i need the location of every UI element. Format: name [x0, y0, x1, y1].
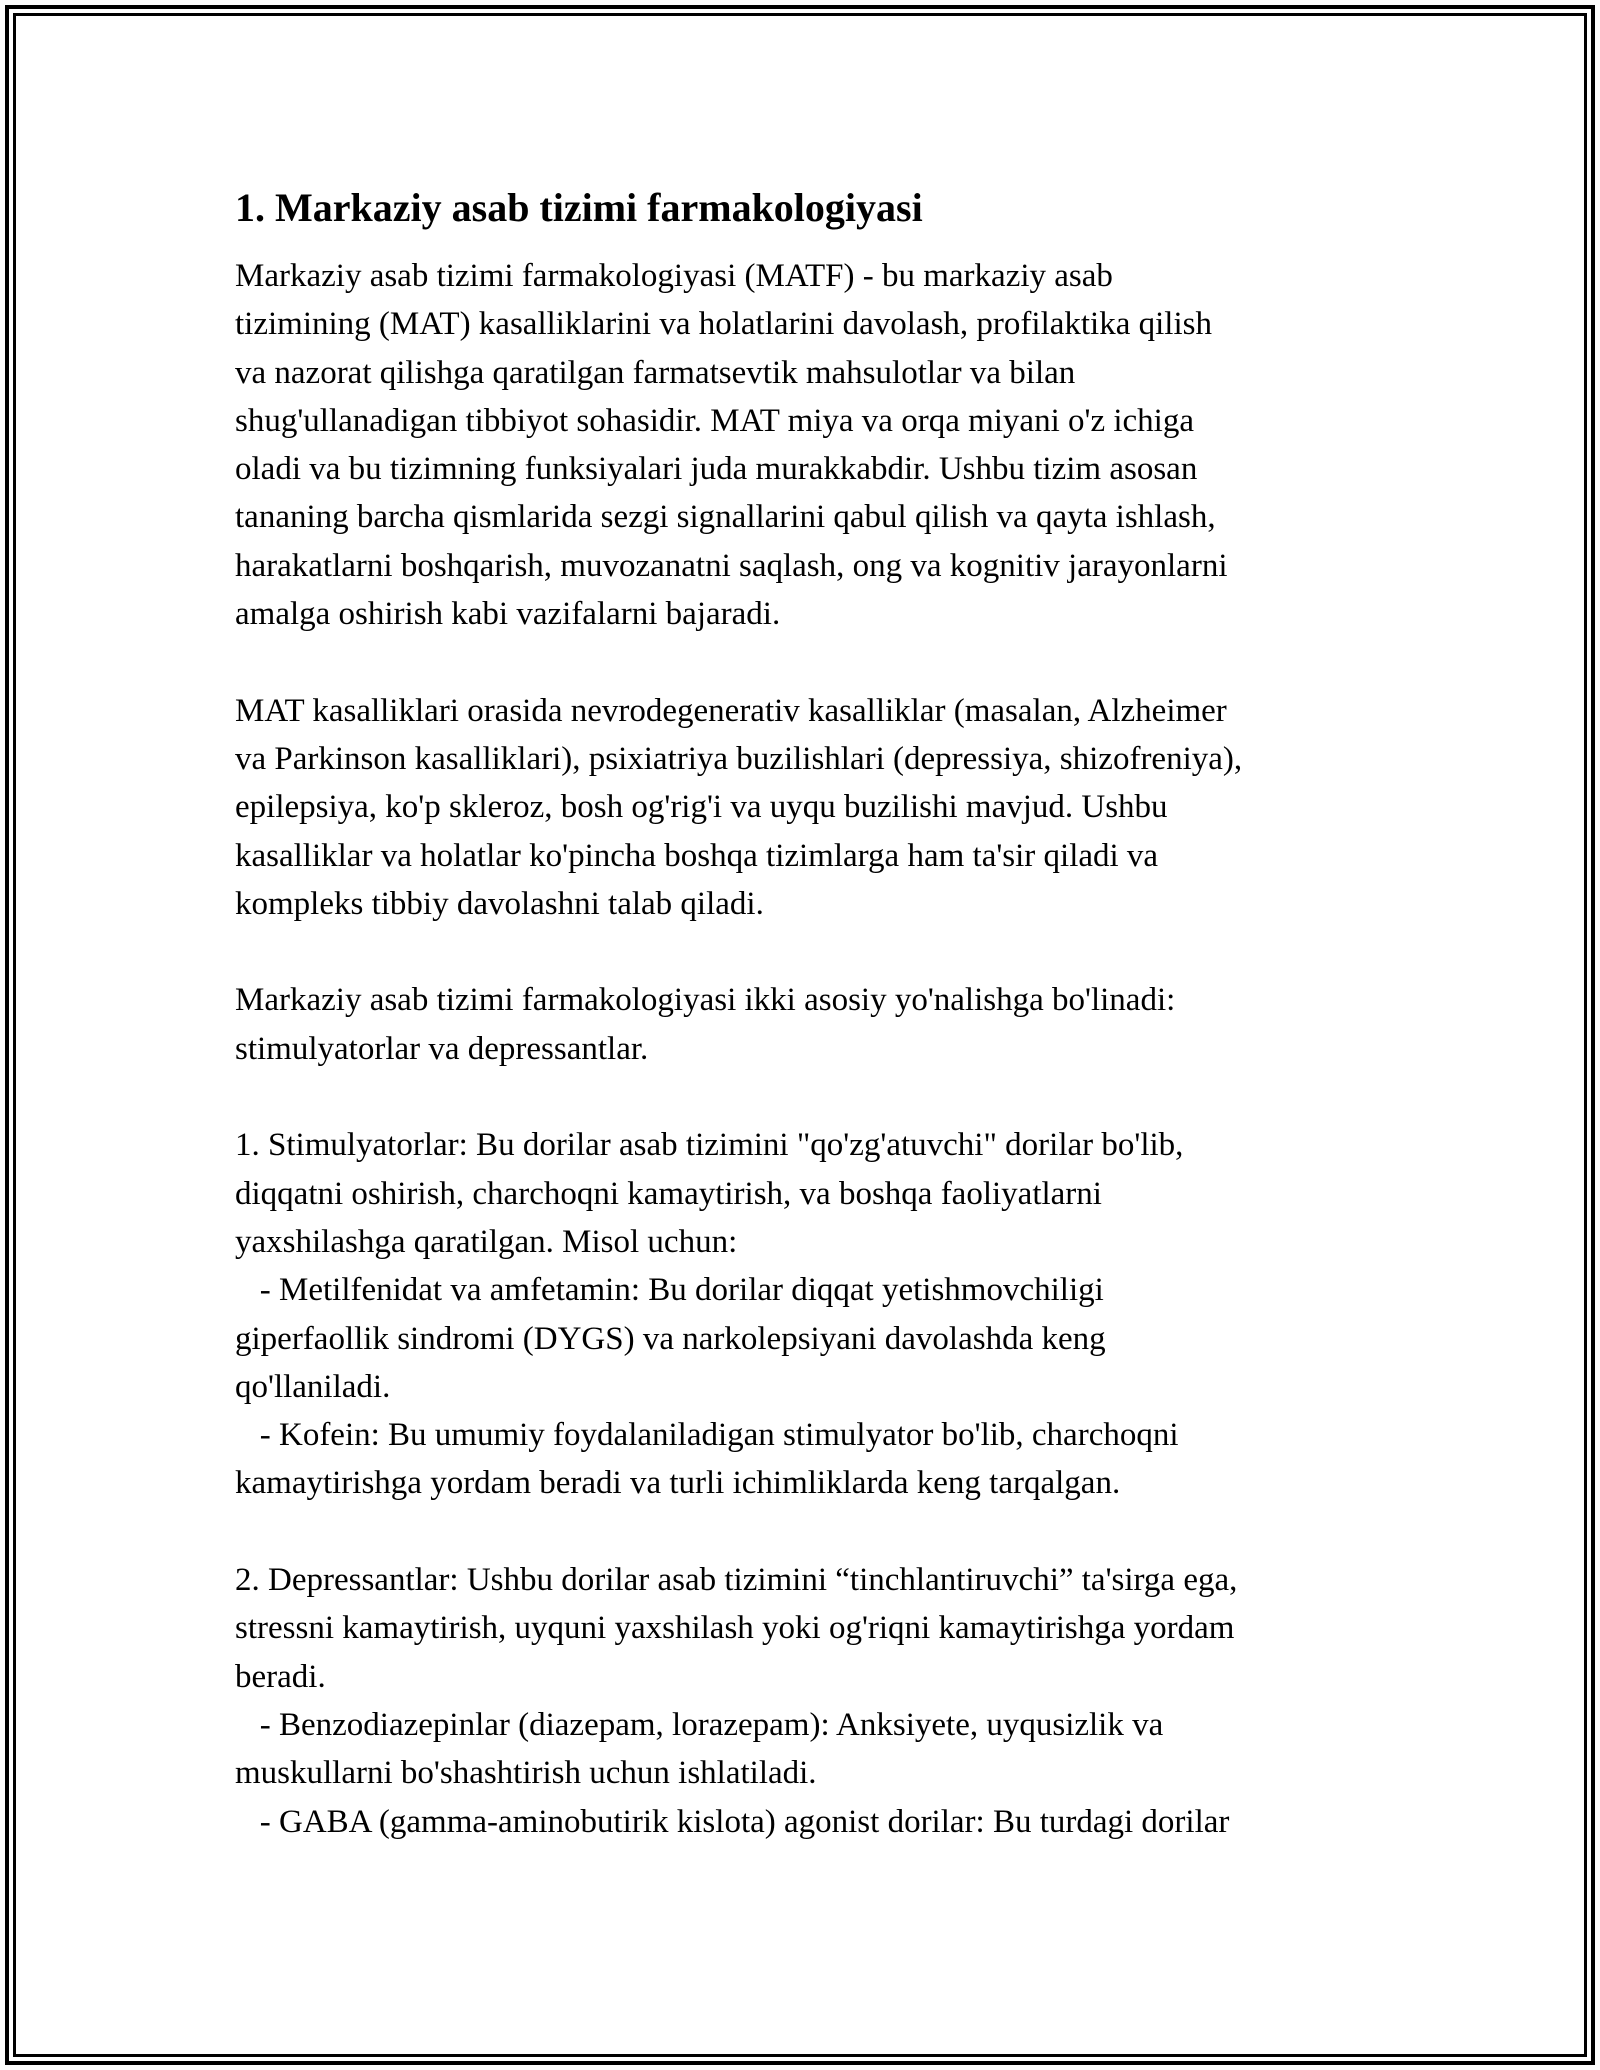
paragraph [235, 1121, 1365, 1507]
text-line: harakatlarni boshqarish, muvozanatni saqlash, ong va kognitiv jarayonlarni [235, 547, 1228, 584]
text-line: kompleks tibbiy davolashni talab qiladi. [235, 885, 764, 922]
text-line: kasalliklar va holatlar ko'pincha boshqa tizimlarga ham ta'sir qiladi va [235, 837, 1159, 874]
text-line: diqqatni oshirish, charchoqni kamaytirish, va boshqa faoliyatlarni [235, 1175, 1102, 1212]
text-line: va Parkinson kasalliklari), psixiatriya buzilishlari (depressiya, shizofreniya), [235, 740, 1243, 777]
text-line: - GABA (gamma-aminobutirik kislota) agonist dorilar: Bu turdagi dorilar [235, 1803, 1230, 1840]
text-line: giperfaollik sindromi (DYGS) va narkolepsiyani davolashda keng [235, 1320, 1106, 1357]
paragraph [235, 976, 1365, 1073]
text-line: epilepsiya, ko'p skleroz, bosh og'rig'i va uyqu buzilishi mavjud. Ushbu [235, 789, 1168, 826]
text-line: oladi va bu tizimning funksiyalari juda murakkabdir. Ushbu tizim asosan [235, 451, 1198, 488]
text-line: kamaytirishga yordam beradi va turli ichimliklarda keng tarqalgan. [235, 1465, 1121, 1502]
text-line: muskullarni bo'shashtirish uchun ishlatiladi. [235, 1755, 817, 1792]
document-body [235, 180, 1365, 1846]
text-line: - Kofein: Bu umumiy foydalaniladigan stimulyator bo'lib, charchoqni [235, 1417, 1179, 1454]
text-line: - Metilfenidat va amfetamin: Bu dorilar diqqat yetishmovchiligi [235, 1272, 1104, 1309]
paragraph [235, 687, 1365, 928]
paragraph-spacer [235, 928, 1365, 976]
paragraph [235, 1556, 1365, 1846]
text-line: stressni kamaytirish, uyquni yaxshilash yoki og'riqni kamaytirishga yordam [235, 1610, 1235, 1647]
text-line: qo'llaniladi. [235, 1368, 391, 1405]
text-line: MAT kasalliklari orasida nevrodegenerativ kasalliklar (masalan, Alzheimer [235, 692, 1227, 729]
paragraph-spacer [235, 1508, 1365, 1556]
text-line: Markaziy asab tizimi farmakologiyasi (MATF) - bu markaziy asab [235, 258, 1113, 294]
paragraph-spacer [235, 1073, 1365, 1121]
text-line: tananing barcha qismlarida sezgi signallarini qabul qilish va qayta ishlash, [235, 499, 1216, 536]
text-line: 1. Stimulyatorlar: Bu dorilar asab tizimini "qo'zg'atuvchi" dorilar bo'lib, [235, 1127, 1184, 1164]
text-line: 2. Depressantlar: Ushbu dorilar asab tizimini “tinchlantiruvchi” ta'sirga ega, [235, 1562, 1238, 1599]
text-line: tizimining (MAT) kasalliklarini va holatlarini davolash, profilaktika qilish [235, 306, 1212, 343]
paragraph [235, 252, 1365, 638]
paragraph-spacer [235, 638, 1365, 686]
text-line: shug'ullanadigan tibbiyot sohasidir. MAT miya va orqa miyani o'z ichiga [235, 402, 1194, 439]
text-line: va nazorat qilishga qaratilgan farmatsevtik mahsulotlar va bilan [235, 354, 1076, 391]
text-line: yaxshilashga qaratilgan. Misol uchun: [235, 1223, 738, 1260]
text-line: stimulyatorlar va depressantlar. [235, 1030, 649, 1067]
paragraph-container [235, 252, 1365, 1846]
text-line: Markaziy asab tizimi farmakologiyasi ikki asosiy yo'nalishga bo'linadi: [235, 982, 1176, 1019]
text-line: - Benzodiazepinlar (diazepam, lorazepam): Anksiyete, uyqusizlik va [235, 1706, 1164, 1743]
text-line: beradi. [235, 1658, 326, 1695]
section-heading: 1. Markaziy asab tizimi farmakologiyasi [235, 185, 923, 230]
text-line: amalga oshirish kabi vazifalarni bajaradi. [235, 596, 781, 633]
